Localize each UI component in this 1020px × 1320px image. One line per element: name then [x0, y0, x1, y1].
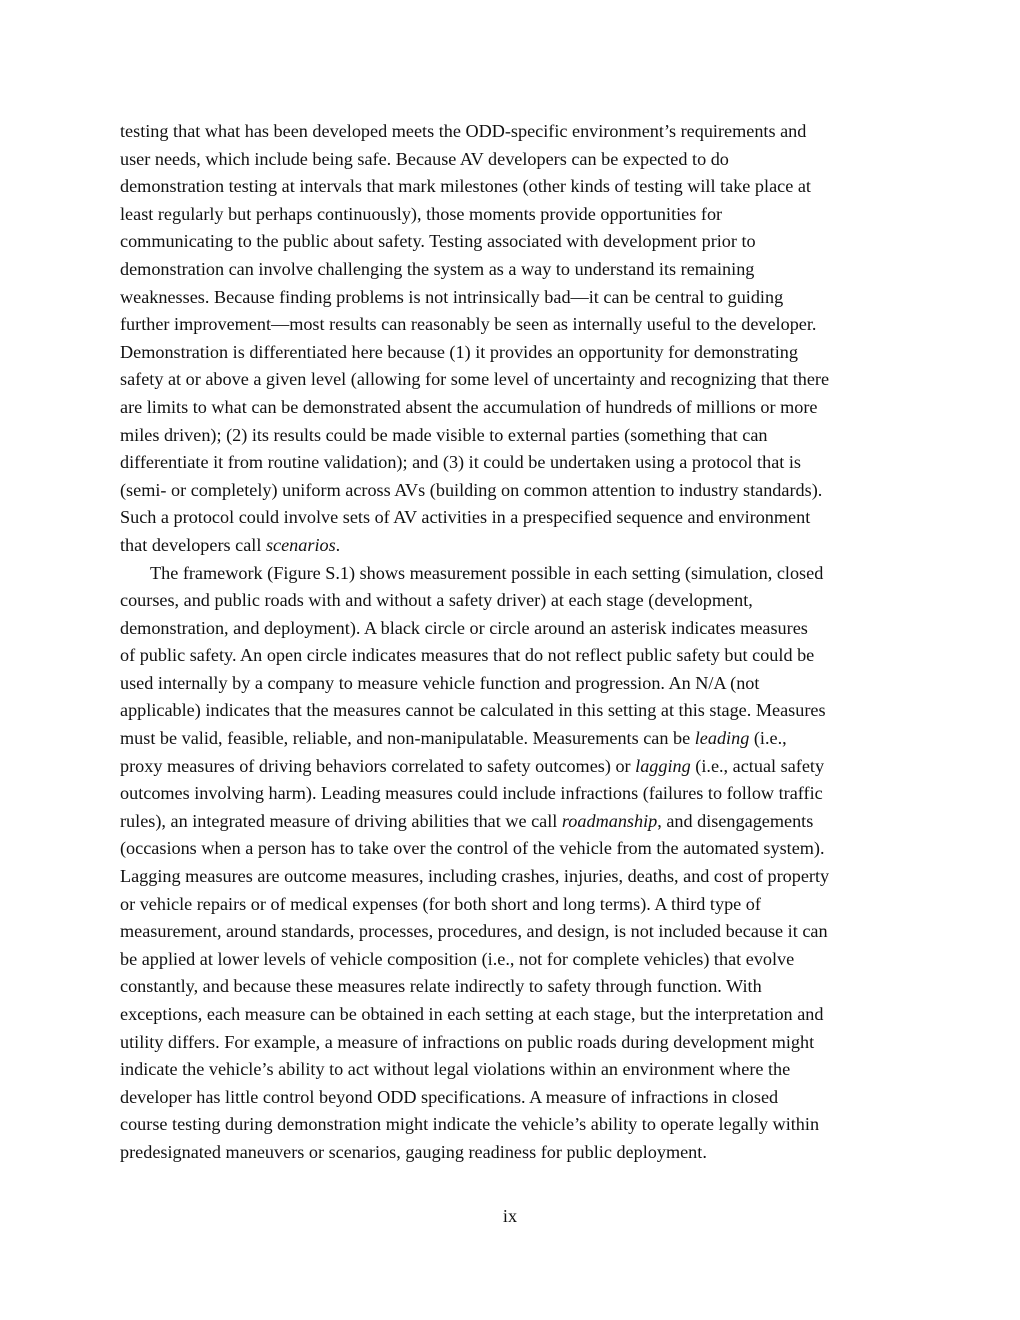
text-segment: must be valid, feasible, reliable, and non-manipulatable. Measurements can be [120, 728, 695, 749]
text-line [120, 753, 910, 781]
text-line: user needs, which include being safe. Because AV developers can be expected to do [120, 148, 729, 169]
text-segment: proxy measures of driving behaviors correlated to safety outcomes) or [120, 755, 636, 776]
text-line: exceptions, each measure can be obtained in each setting at each stage, but the interpretation and [120, 1004, 824, 1024]
text-line: or vehicle repairs or of medical expenses (for both short and long terms). A third type of [120, 893, 761, 914]
paragraph-1 [120, 118, 910, 560]
text-line: demonstration testing at intervals that mark milestones (other kinds of testing will take place at [120, 176, 811, 197]
text-line: measurement, around standards, processes, procedures, and design, is not included because it can [120, 921, 828, 942]
text-line: (occasions when a person has to take over the control of the vehicle from the automated system). [120, 838, 825, 859]
text-line: communicating to the public about safety. Testing associated with development prior to [120, 231, 756, 252]
text-line: utility differs. For example, a measure of infractions on public roads during development might [120, 1031, 815, 1052]
text-line: applicable) indicates that the measures cannot be calculated in this setting at this stage. Measures [120, 700, 826, 721]
text-line [120, 808, 910, 836]
text-line: least regularly but perhaps continuously), those moments provide opportunities for [120, 203, 723, 224]
text-line [120, 725, 910, 753]
text-line: The framework (Figure S.1) shows measurement possible in each setting (simulation, closed [150, 562, 824, 583]
text-line: be applied at lower levels of vehicle composition (i.e., not for complete vehicles) that evolve [120, 948, 795, 969]
text-line: course testing during demonstration might indicate the vehicle’s ability to operate legally within [120, 1114, 820, 1135]
text-line: Demonstration is differentiated here because (1) it provides an opportunity for demonstrating [120, 341, 798, 362]
text-segment: . [335, 534, 341, 555]
text-line: Such a protocol could involve sets of AV activities in a prespecified sequence and environment [120, 507, 811, 528]
text-segment: that developers call [120, 534, 266, 555]
text-line: constantly, and because these measures relate indirectly to safety through function. With [120, 976, 762, 997]
paragraph-2 [120, 560, 910, 1167]
text-line: miles driven); (2) its results could be made visible to external parties (something that can [120, 424, 768, 445]
text-line [120, 532, 910, 560]
text-segment: (i.e., actual safety [690, 755, 825, 776]
text-line: testing that what has been developed meets the ODD-specific environment’s requirements and [120, 121, 807, 141]
text-line: demonstration can involve challenging the system as a way to understand its remaining [120, 258, 755, 279]
text-line: weaknesses. Because finding problems is not intrinsically bad—it can be central to guiding [120, 286, 784, 307]
text-line: further improvement—most results can reasonably be seen as internally useful to the developer. [120, 314, 817, 335]
text-line: of public safety. An open circle indicates measures that do not reflect public safety but could be [120, 645, 815, 666]
text-line: Lagging measures are outcome measures, including crashes, injuries, deaths, and cost of property [120, 866, 830, 887]
text-line: developer has little control beyond ODD specifications. A measure of infractions in closed [120, 1086, 779, 1107]
text-line: outcomes involving harm). Leading measures could include infractions (failures to follow traffic [120, 783, 823, 804]
text-line: (semi- or completely) uniform across AVs (building on common attention to industry standards). [120, 479, 823, 500]
text-line: are limits to what can be demonstrated absent the accumulation of hundreds of millions or more [120, 396, 818, 417]
text-line: safety at or above a given level (allowing for some level of uncertainty and recognizing that there [120, 369, 830, 390]
text-segment: , and disengagements [657, 810, 814, 831]
text-line: predesignated maneuvers or scenarios, gauging readiness for public deployment. [120, 1141, 707, 1162]
text-line: demonstration, and deployment). A black circle or circle around an asterisk indicates measures [120, 617, 808, 638]
italic-term: lagging [635, 755, 691, 776]
text-line: indicate the vehicle’s ability to act without legal violations within an environment where the [120, 1059, 791, 1080]
page-number: ix [502, 1206, 518, 1226]
body-text [120, 118, 910, 1167]
text-line: courses, and public roads with and without a safety driver) at each stage (development, [120, 590, 753, 611]
text-segment: (i.e., [749, 728, 787, 749]
text-segment: rules), an integrated measure of driving abilities that we call [120, 810, 562, 831]
text-line: used internally by a company to measure vehicle function and progression. An N/A (not [120, 672, 760, 693]
italic-term: roadmanship [561, 810, 658, 831]
italic-term: leading [694, 728, 750, 749]
italic-term: scenarios [265, 534, 336, 555]
text-line: differentiate it from routine validation); and (3) it could be undertaken using a protocol that is [120, 452, 801, 473]
